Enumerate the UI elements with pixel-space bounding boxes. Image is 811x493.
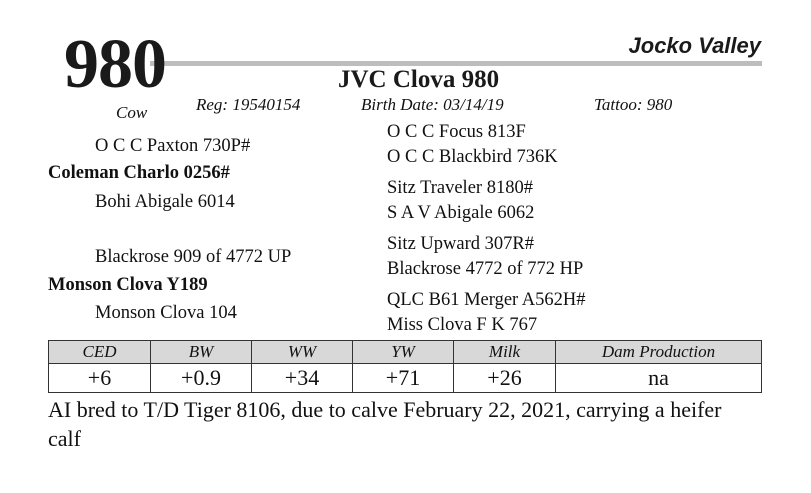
epd-header-milk: Milk — [454, 341, 556, 364]
granddam-dam-sire: QLC B61 Merger A562H# — [387, 290, 586, 310]
epd-table — [48, 340, 762, 393]
epd-header-dam-production: Dam Production — [556, 341, 762, 364]
epd-header-yw: YW — [353, 341, 454, 364]
dam: Monson Clova Y189 — [48, 275, 208, 295]
epd-header-ww: WW — [252, 341, 353, 364]
epd-value-ww: +34 — [252, 364, 353, 393]
lot-number: 980 — [64, 26, 166, 103]
registration-number: Reg: 19540154 — [196, 95, 301, 114]
tattoo: Tattoo: 980 — [594, 95, 673, 114]
brand-name: Jocko Valley — [628, 33, 761, 58]
epd-value-row — [49, 364, 762, 393]
dam-dam: Monson Clova 104 — [95, 303, 237, 323]
epd-value-dam-production: na — [556, 364, 762, 393]
epd-value-yw: +71 — [353, 364, 454, 393]
granddam-dam-dam: Miss Clova F K 767 — [387, 315, 538, 335]
animal-name: JVC Clova 980 — [338, 66, 500, 93]
grandsire-dam-sire: Sitz Upward 307R# — [387, 234, 534, 254]
sire-dam: Bohi Abigale 6014 — [95, 192, 235, 212]
dam-sire: Blackrose 909 of 4772 UP — [95, 247, 292, 267]
granddam-sire-dam: S A V Abigale 6062 — [387, 203, 535, 223]
epd-value-bw: +0.9 — [151, 364, 252, 393]
remarks: AI bred to T/D Tiger 8106, due to calve February 22, 2021, carrying a heifer calf — [48, 397, 722, 451]
grandsire-sire-sire: O C C Focus 813F — [387, 122, 526, 142]
epd-header-ced: CED — [49, 341, 151, 364]
sire: Coleman Charlo 0256# — [48, 163, 230, 183]
epd-header-bw: BW — [151, 341, 252, 364]
epd-value-milk: +26 — [454, 364, 556, 393]
epd-value-ced: +6 — [49, 364, 151, 393]
grandsire-dam-dam: Blackrose 4772 of 772 HP — [387, 259, 584, 279]
lot-type-label: Cow — [116, 103, 148, 122]
granddam-sire-sire: Sitz Traveler 8180# — [387, 178, 533, 198]
sire-sire: O C C Paxton 730P# — [95, 136, 251, 156]
birth-date: Birth Date: 03/14/19 — [361, 95, 504, 114]
epd-header-row — [49, 341, 762, 364]
grandsire-sire-dam: O C C Blackbird 736K — [387, 147, 558, 167]
